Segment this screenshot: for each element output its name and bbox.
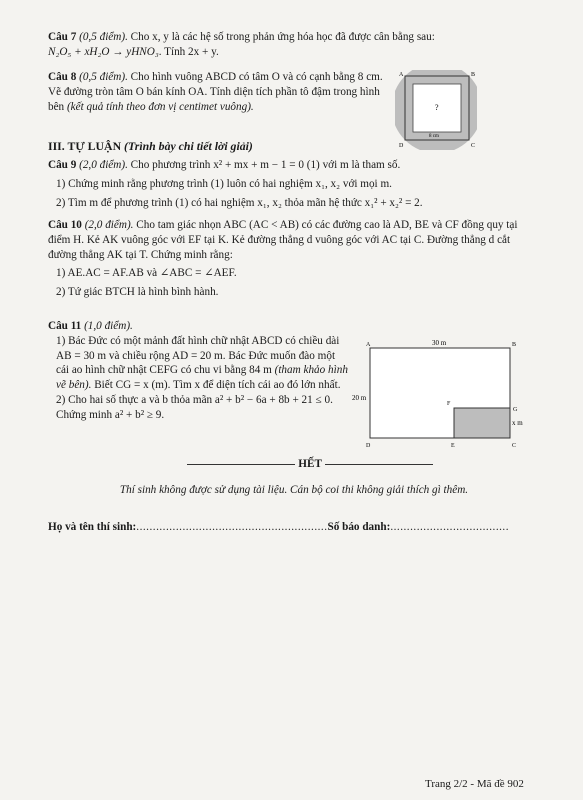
q9-item-1: 1) Chứng minh rằng phương trình (1) luôn có hai nghiệm x₁, x₂ với mọi m. [56,177,392,190]
candidate-name-label: Họ và tên thí sinh: [48,521,137,533]
q11-item-1-end: Biết CG = x (m). Tìm x để diện tích cái ao đó lớn nhất. [94,379,341,392]
question-10 [48,218,540,300]
exam-note: Thí sinh không được sử dụng tài liệu. Cán bộ coi thi không giải thích gì thêm. [119,484,469,496]
q10-item-1: 1) AE.AC = AF.AB và ∠ABC = ∠AEF. [56,267,237,280]
land-pond-figure [352,338,528,450]
fig1-label-d: D [399,143,404,149]
q9-item-2: 2) Tìm m để phương trình (1) có hai nghiệm x₁, x₂ thỏa mãn hệ thức x₁² + x₂² = 2. [56,196,423,209]
fig2-label-a: A [366,342,371,348]
fig1-label-c: C [471,143,476,149]
candidate-id-label: Số báo danh: [327,521,391,533]
q9-text: Cho phương trình x² + mx + m − 1 = 0 (1) với m là tham số. [130,159,401,171]
end-marker [170,457,450,472]
section-heading [48,139,540,155]
fig2-width-label: 20 m [352,394,367,402]
fig2-label-c: C [512,443,517,449]
q8-text: Cho hình vuông ABCD có tâm O và có cạnh bằng 8 cm. Vẽ đường tròn tâm O bán kính OA. Tính diện tích phần tô đậm trong hình bên [48,71,383,113]
candidate-id-dots: .................................... [390,521,509,533]
section-title: III. TỰ LUẬN [48,139,122,153]
q11-item-1-text: 1) Bác Đức có một mảnh đất hình chữ nhật ABCD có chiều dài AB = 30 m và chiều rộng AD = 20 m. Bác Đức muốn đào một cái ao hình chữ nhật CEFG có chu vi bằng 84 m [56,334,340,377]
end-dash-right [325,464,433,465]
fig1-side-label: 8 cm [429,134,439,139]
q10-label: Câu 10 [48,219,82,231]
q11-item-1 [48,334,348,393]
q7-text: Cho x, y là các hệ số trong phản ứng hóa học đã được cân bằng sau: [130,31,435,43]
fig1-unknown: ? [435,103,439,112]
fig2-x-label: x m [512,419,523,427]
q10-text: Cho tam giác nhọn ABC (AC < AB) có các đường cao là AD, BE và CF đồng quy tại điểm H. Kẻ AK vuông góc với EF tại K. Kẻ đường thẳng d vuông góc với AC tại C. Đường thẳng d cắt đường thẳng AK tại T. Chứng minh rằng: [48,219,518,261]
q8-note: (kết quả tính theo đơn vị centimet vuông). [66,100,254,113]
q11-points: (1,0 điểm). [84,320,133,332]
q10-points: (2,0 điểm). [84,219,134,231]
question-7 [48,30,540,60]
question-11 [48,319,348,422]
fig2-label-d: D [366,443,371,449]
q11-item-1-note: (tham khảo hình vẽ bên). [56,364,348,392]
fig1-label-a: A [399,72,404,78]
section-subtitle: (Trình bày chi tiết lời giải) [124,139,253,153]
page-footer: Trang 2/2 - Mã đề 902 [425,778,524,790]
fig2-label-b: B [512,342,517,348]
q7-points: (0,5 điểm). [79,31,128,43]
fig2-length-label: 30 m [432,339,447,347]
q9-label: Câu 9 [48,159,77,171]
question-8 [48,70,386,114]
end-dash-left [187,464,295,465]
q10-item-2: 2) Tứ giác BTCH là hình bình hành. [56,286,219,299]
fig2-label-f: F [447,401,451,407]
q11-item-2: 2) Cho hai số thực a và b thỏa mãn a² + b² − 6a + 8b + 21 ≤ 0. Chứng minh a² + b² ≥ 9. [56,393,333,421]
q8-points: (0,5 điểm). [79,71,128,83]
q9-points: (2,0 điểm). [79,159,128,171]
square-circle-figure [395,70,477,150]
pond-rectangle-cefg [454,408,510,438]
candidate-name-dots: .......................................................... [136,521,328,533]
candidate-info [48,520,540,535]
end-text: HẾT [298,458,322,470]
q7-label: Câu 7 [48,31,77,43]
q7-equation: N₂O₅ + xH₂O → yHNO₃ [48,45,159,58]
question-9 [48,158,540,210]
q8-label: Câu 8 [48,71,77,83]
q7-ask: . Tính 2x + y. [158,45,219,58]
fig2-label-g: G [513,407,518,413]
fig2-label-e: E [451,443,455,449]
fig1-label-b: B [471,72,476,78]
q11-label: Câu 11 [48,320,82,332]
